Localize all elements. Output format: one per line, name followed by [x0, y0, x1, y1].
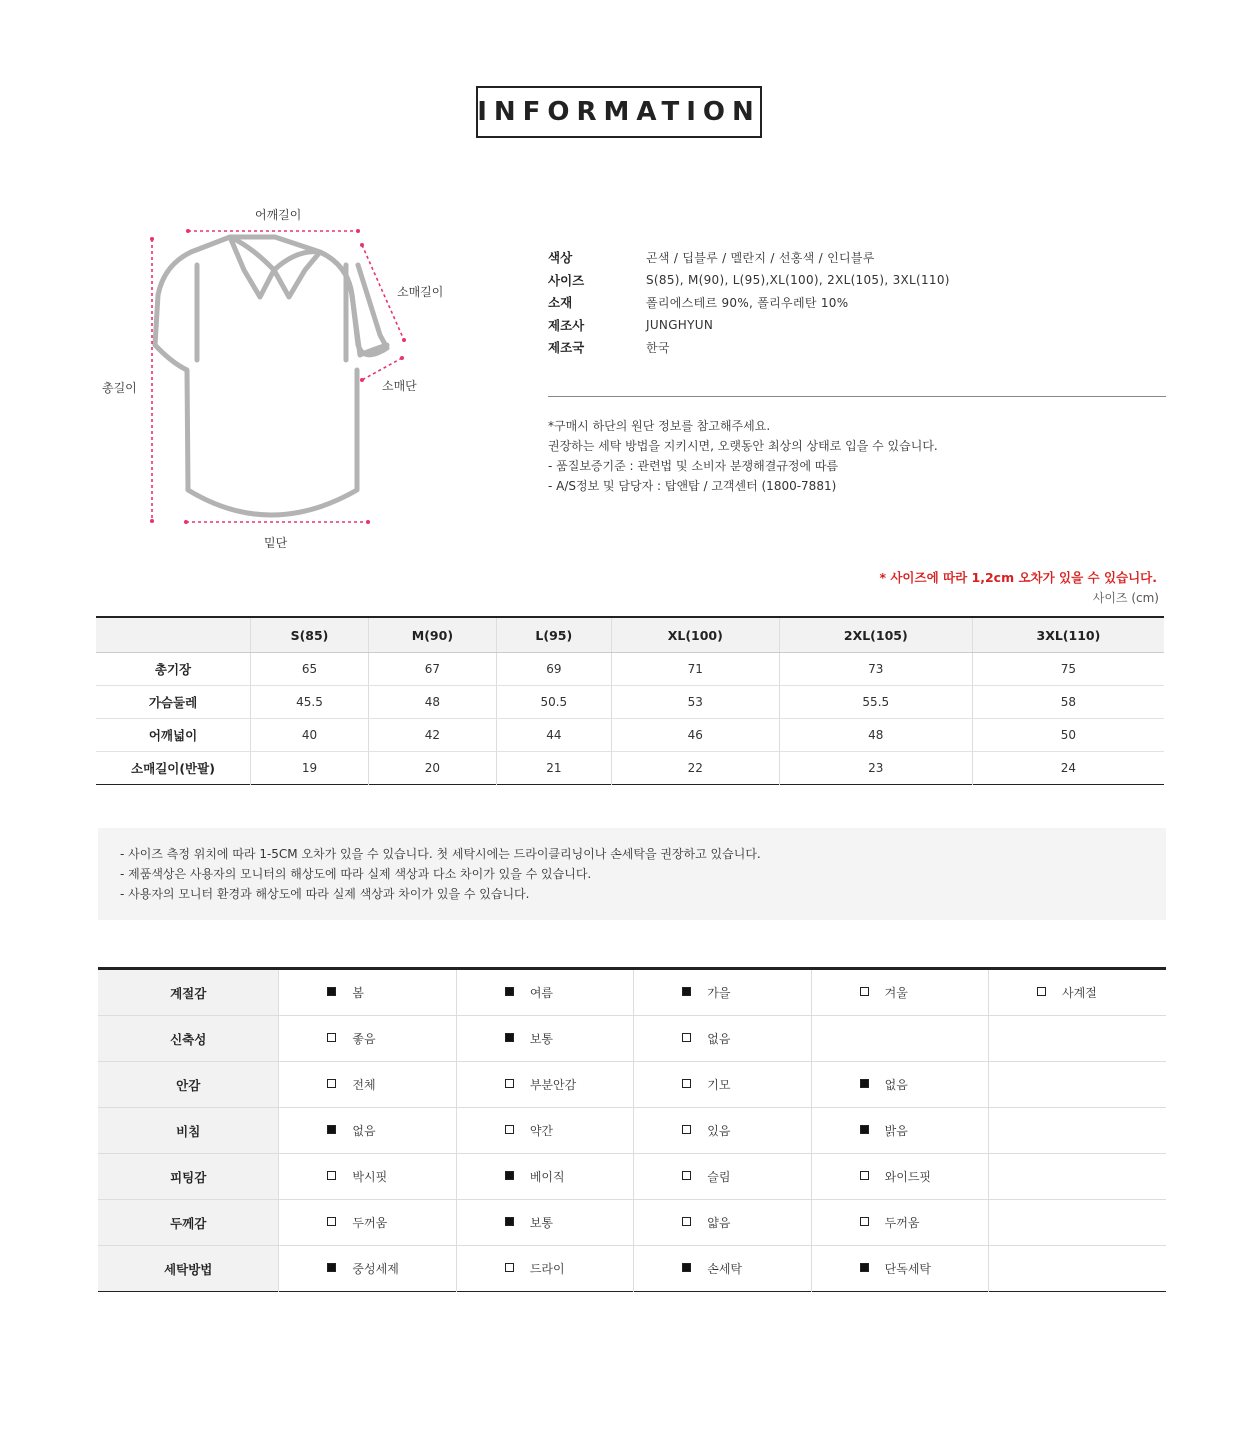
table-cell: 21: [496, 752, 611, 785]
size-unit: 사이즈 (cm): [1092, 591, 1159, 605]
shoulder-label: 어깨길이: [255, 208, 302, 222]
checked-box-icon: [505, 1033, 514, 1042]
unchecked-box-icon: [682, 1217, 691, 1226]
table-cell: 19: [251, 752, 369, 785]
table-cell: 24: [972, 752, 1164, 785]
spec-list: [548, 246, 1168, 359]
table-cell: 40: [251, 719, 369, 752]
size-col-header: M(90): [368, 617, 496, 653]
note-line: - A/S정보 및 담당자 : 탑앤탑 / 고객센터 (1800-7881): [548, 479, 837, 493]
feature-option-label: 손세탁: [707, 1262, 743, 1276]
feature-option: [456, 1200, 633, 1246]
feature-option: [811, 1154, 988, 1200]
feature-option: [811, 1246, 988, 1292]
sleeve-hem-label: 소매단: [382, 379, 417, 393]
feature-option-label: 좋음: [352, 1032, 376, 1046]
disclaimer-line: - 사용자의 모니터 환경과 해상도에 따라 실제 색상과 차이가 있을 수 있습니다.: [120, 887, 530, 901]
size-col-header: L(95): [496, 617, 611, 653]
feature-option-label: 겨울: [884, 986, 908, 1000]
spec-key: 제조국: [548, 340, 585, 356]
unchecked-box-icon: [860, 1171, 869, 1180]
feature-row: [98, 1154, 1166, 1200]
feature-option: [989, 969, 1166, 1016]
feature-option: [279, 1154, 456, 1200]
table-cell: 20: [368, 752, 496, 785]
table-cell: 45.5: [251, 686, 369, 719]
feature-option: [811, 969, 988, 1016]
checked-box-icon: [327, 1263, 336, 1272]
feature-option-label: 있음: [707, 1124, 731, 1138]
table-cell: 53: [611, 686, 779, 719]
spec-row-size: [548, 269, 1168, 292]
feature-option-label: 두꺼움: [352, 1216, 388, 1230]
table-cell: 71: [611, 653, 779, 686]
feature-option: [634, 1108, 811, 1154]
spec-value: S(85), M(90), L(95),XL(100), 2XL(105), 3XL(110): [646, 272, 950, 287]
garment-diagram: [80, 195, 480, 565]
feature-option: [634, 1154, 811, 1200]
spec-value: 한국: [646, 340, 670, 355]
unchecked-box-icon: [327, 1171, 336, 1180]
feature-option: [634, 1200, 811, 1246]
spec-key: 색상: [548, 250, 573, 266]
feature-option: [989, 1154, 1166, 1200]
table-cell: 69: [496, 653, 611, 686]
table-cell: 50: [972, 719, 1164, 752]
notes: [548, 416, 1168, 496]
feature-label: 피팅감: [98, 1154, 279, 1200]
feature-option-label: 보통: [529, 1216, 554, 1230]
size-warning: * 사이즈에 따라 1,2cm 오차가 있을 수 있습니다.: [879, 570, 1157, 585]
feature-option-label: 전체: [352, 1078, 376, 1092]
feature-option: [989, 1108, 1166, 1154]
feature-row: [98, 1108, 1166, 1154]
feature-option-label: 두꺼움: [884, 1216, 920, 1230]
feature-row: [98, 1246, 1166, 1292]
total-length-label: 총길이: [102, 381, 137, 395]
feature-row: [98, 1062, 1166, 1108]
checked-box-icon: [505, 1217, 514, 1226]
feature-option: [634, 1016, 811, 1062]
table-cell: 73: [779, 653, 972, 686]
checked-box-icon: [860, 1125, 869, 1134]
feature-option-label: 부분안감: [529, 1078, 577, 1092]
feature-option-label: 보통: [529, 1032, 554, 1046]
feature-label: 세탁방법: [98, 1246, 279, 1292]
feature-option: [634, 969, 811, 1016]
spec-value: 폴리에스테르 90%, 폴리우레탄 10%: [646, 295, 849, 310]
unchecked-box-icon: [860, 1217, 869, 1226]
feature-label: 두께감: [98, 1200, 279, 1246]
spec-row-manufacturer: [548, 314, 1168, 337]
unchecked-box-icon: [860, 987, 869, 996]
checked-box-icon: [682, 1263, 691, 1272]
spec-key: 소재: [548, 295, 573, 311]
feature-option-label: 없음: [352, 1124, 376, 1138]
feature-option-label: 약간: [529, 1124, 554, 1138]
checked-box-icon: [505, 1171, 514, 1180]
feature-option: [811, 1200, 988, 1246]
size-col-header: 2XL(105): [779, 617, 972, 653]
feature-option: [279, 1108, 456, 1154]
size-table: [96, 616, 1164, 785]
table-cell: 23: [779, 752, 972, 785]
table-row: [96, 719, 1164, 752]
row-label: 총기장: [96, 653, 251, 686]
feature-option: [279, 1200, 456, 1246]
table-row: [96, 653, 1164, 686]
feature-option: [634, 1246, 811, 1292]
feature-option: [279, 1062, 456, 1108]
unchecked-box-icon: [682, 1125, 691, 1134]
row-label: 어깨넓이: [96, 719, 251, 752]
information-title: INFORMATION: [476, 86, 762, 138]
feature-option-label: 박시핏: [352, 1170, 388, 1184]
checked-box-icon: [860, 1079, 869, 1088]
feature-option-label: 가을: [707, 986, 731, 1000]
feature-option: [811, 1108, 988, 1154]
feature-row: [98, 1200, 1166, 1246]
checked-box-icon: [327, 1125, 336, 1134]
unchecked-box-icon: [682, 1079, 691, 1088]
feature-option: [279, 1246, 456, 1292]
feature-option: [634, 1062, 811, 1108]
spec-value: JUNGHYUN: [646, 317, 714, 332]
table-cell: 46: [611, 719, 779, 752]
note-line: - 품질보증기준 : 관련법 및 소비자 분쟁해결규정에 따름: [548, 459, 839, 473]
spec-key: 제조사: [548, 317, 585, 333]
table-cell: 48: [368, 686, 496, 719]
row-label: 가슴둘레: [96, 686, 251, 719]
feature-row: [98, 1016, 1166, 1062]
table-cell: 42: [368, 719, 496, 752]
table-cell: 58: [972, 686, 1164, 719]
checked-box-icon: [860, 1263, 869, 1272]
feature-option: [456, 969, 633, 1016]
table-cell: 50.5: [496, 686, 611, 719]
size-col-header: S(85): [251, 617, 369, 653]
feature-option: [811, 1062, 988, 1108]
table-cell: 44: [496, 719, 611, 752]
feature-option: [811, 1016, 988, 1062]
unchecked-box-icon: [327, 1079, 336, 1088]
feature-option: [989, 1062, 1166, 1108]
feature-option: [456, 1154, 633, 1200]
feature-option-label: 봄: [352, 986, 365, 1000]
feature-option-label: 밝음: [884, 1124, 908, 1138]
table-cell: 67: [368, 653, 496, 686]
feature-option-label: 와이드핏: [884, 1170, 932, 1184]
unchecked-box-icon: [505, 1079, 514, 1088]
feature-option-label: 얇음: [707, 1216, 731, 1230]
table-cell: 48: [779, 719, 972, 752]
feature-label: 신축성: [98, 1016, 279, 1062]
feature-option-label: 중성세제: [352, 1262, 399, 1276]
unchecked-box-icon: [327, 1217, 336, 1226]
feature-option: [989, 1246, 1166, 1292]
feature-option: [456, 1246, 633, 1292]
table-cell: 22: [611, 752, 779, 785]
unchecked-box-icon: [1037, 987, 1046, 996]
row-label: 소매길이(반팔): [131, 761, 215, 776]
feature-option-label: 단독세탁: [884, 1262, 932, 1276]
feature-option-label: 베이직: [529, 1170, 565, 1184]
spec-key: 사이즈: [548, 272, 585, 288]
feature-option: [989, 1016, 1166, 1062]
feature-option: [456, 1062, 633, 1108]
disclaimer-box: [98, 828, 1166, 920]
divider: [548, 396, 1166, 397]
spec-row-material: [548, 291, 1168, 314]
disclaimer-line: - 제품색상은 사용자의 모니터의 해상도에 따라 실제 색상과 다소 차이가 있을 수 있습니다.: [120, 867, 592, 881]
checked-box-icon: [682, 987, 691, 996]
spec-value: 곤색 / 딥블루 / 멜란지 / 선홍색 / 인디블루: [646, 250, 875, 265]
feature-label: 안감: [98, 1062, 279, 1108]
table-cell: 55.5: [779, 686, 972, 719]
spec-row-color: [548, 246, 1168, 269]
table-row: [96, 752, 1164, 785]
checked-box-icon: [505, 987, 514, 996]
spec-row-country: [548, 336, 1168, 359]
size-col-header: XL(100): [611, 617, 779, 653]
feature-option-label: 기모: [707, 1078, 731, 1092]
feature-label: 비침: [98, 1108, 279, 1154]
feature-option: [456, 1108, 633, 1154]
feature-option: [989, 1200, 1166, 1246]
feature-table: [98, 967, 1166, 1292]
size-header-corner: [96, 617, 251, 653]
feature-option-label: 슬림: [707, 1170, 731, 1184]
unchecked-box-icon: [682, 1033, 691, 1042]
hem-label: 밑단: [264, 536, 288, 550]
table-cell: 75: [972, 653, 1164, 686]
feature-label: 계절감: [98, 969, 279, 1016]
size-header-row: [96, 617, 1164, 653]
unchecked-box-icon: [505, 1263, 514, 1272]
unchecked-box-icon: [327, 1033, 336, 1042]
unchecked-box-icon: [682, 1171, 691, 1180]
table-cell: 65: [251, 653, 369, 686]
feature-option-label: 여름: [529, 986, 554, 1000]
note-line: *구매시 하단의 원단 정보를 참고해주세요.: [548, 419, 771, 433]
disclaimer-line: - 사이즈 측정 위치에 따라 1-5CM 오차가 있을 수 있습니다. 첫 세탁시에는 드라이클리닝이나 손세탁을 권장하고 있습니다.: [120, 847, 761, 861]
table-row: [96, 686, 1164, 719]
feature-option-label: 없음: [707, 1032, 731, 1046]
sleeve-length-label: 소매길이: [397, 285, 444, 299]
feature-option-label: 없음: [884, 1078, 908, 1092]
feature-option-label: 드라이: [529, 1262, 565, 1276]
unchecked-box-icon: [505, 1125, 514, 1134]
feature-option-label: 사계절: [1062, 986, 1097, 1000]
feature-option: [279, 1016, 456, 1062]
size-col-header: 3XL(110): [972, 617, 1164, 653]
feature-option: [279, 969, 456, 1016]
note-line: 권장하는 세탁 방법을 지키시면, 오랫동안 최상의 상태로 입을 수 있습니다.: [548, 439, 938, 453]
checked-box-icon: [327, 987, 336, 996]
feature-option: [456, 1016, 633, 1062]
feature-row: [98, 969, 1166, 1016]
